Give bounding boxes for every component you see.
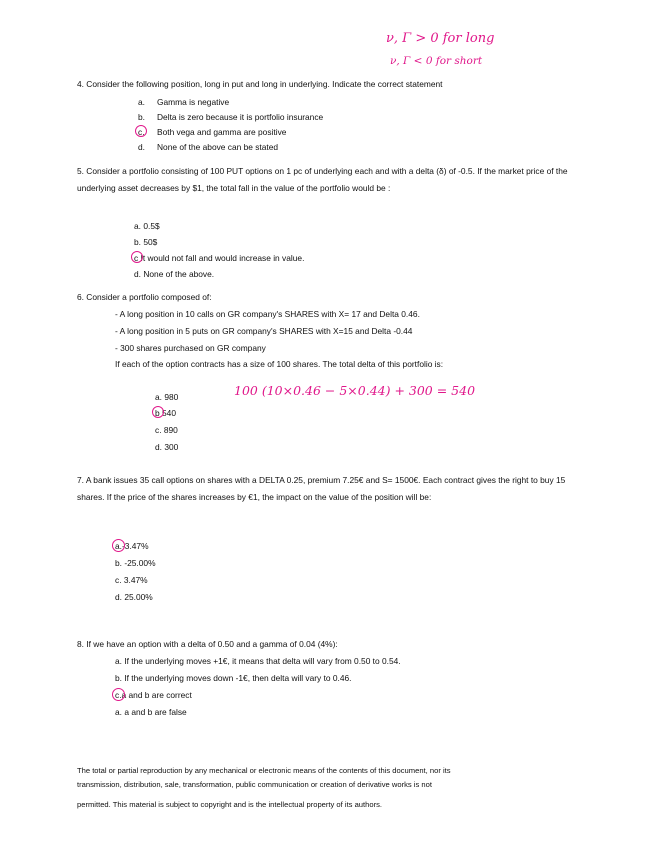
q5-option-a: a. 0.5$ [134, 221, 160, 231]
q4-option-d: d. [138, 142, 145, 152]
q6-option-b: b 540 [155, 407, 176, 419]
q4-option-c-text: Both vega and gamma are positive [157, 127, 287, 137]
answer-circle [135, 125, 147, 137]
q8-question: 8. If we have an option with a delta of 0.50 and a gamma of 0.04 (4%): [77, 639, 338, 649]
q7-option-a: a.-3.47% [115, 540, 149, 552]
q8-option-c: c.a and b are correct [115, 689, 192, 701]
q5-option-c: c It would not fall and would increase in value. [134, 252, 304, 264]
answer-circle [112, 688, 125, 701]
q6-item-3: - 300 shares purchased on GR company [115, 343, 266, 353]
q5-option-b: b. 50$ [134, 237, 158, 247]
q4-option-c: c. [138, 126, 145, 138]
q4-option-b-text: Delta is zero because it is portfolio insurance [157, 112, 324, 122]
q8-option-a: a. If the underlying moves +1€, it means that delta will vary from 0.50 to 0.54. [115, 656, 401, 666]
footer-line-3: permitted. This material is subject to copyright and is the intellectual property of its authors. [77, 800, 383, 809]
q4-option-a-text: Gamma is negative [157, 97, 230, 107]
q5-question: 5. Consider a portfolio consisting of 100 PUT options on 1 pc of underlying each and with a delta (δ) of -0.5. If the market price of the underlying asset decreases by $1, the total fall in the value of the portfolio would be : [77, 166, 568, 193]
q5-option-d: d. None of the above. [134, 269, 215, 279]
q6-option-c: c. 890 [155, 425, 178, 435]
q6-option-a: a. 980 [155, 392, 179, 402]
q7-option-c: c. 3.47% [115, 575, 148, 585]
q4-question: 4. Consider the following position, long in put and long in underlying. Indicate the correct statement [77, 79, 443, 89]
answer-circle [152, 406, 164, 418]
q8-option-b: b. If the underlying moves down -1€, then delta will vary to 0.46. [115, 673, 352, 683]
copyright-footer [77, 763, 582, 814]
annotation-long: ν, Γ > 0 for long [386, 31, 495, 46]
q6-item-1: - A long position in 10 calls on GR company's SHARES with X= 17 and Delta 0.46. [115, 309, 420, 319]
q6-prompt: If each of the option contracts has a size of 100 shares. The total delta of this portfolio is: [115, 359, 444, 369]
footer-line-1: The total or partial reproduction by any mechanical or electronic means of the contents of this document, nor its [77, 766, 451, 775]
annotation-short: ν, Γ < 0 for short [390, 55, 483, 67]
q4-option-a: a. [138, 97, 145, 107]
q4-option-b: b. [138, 112, 145, 122]
q7-option-d: d. 25.00% [115, 592, 153, 602]
q6-handwritten-calculation: 100 (10×0.46 − 5×0.44) + 300 = 540 [234, 383, 476, 398]
footer-line-2: transmission, distribution, sale, transformation, public communication or creation of derivative works is not [77, 779, 432, 789]
q7-option-b: b. -25.00% [115, 558, 156, 568]
q6-option-d: d. 300 [155, 442, 179, 452]
answer-circle [112, 539, 125, 552]
q4-option-d-text: None of the above can be stated [157, 142, 279, 152]
q8-option-d: a. a and b are false [115, 707, 187, 717]
q7-question: 7. A bank issues 35 call options on shares with a DELTA 0.25, premium 7.25€ and S= 1500€. Each contract gives the right to buy 15 shares. If the price of the shares increases by €1, the impact on the value of the position will be: [77, 475, 566, 502]
answer-circle [131, 251, 143, 263]
q6-question: 6. Consider a portfolio composed of: [77, 292, 212, 302]
q6-item-2: - A long position in 5 puts on GR company's SHARES with X=15 and Delta -0.44 [115, 326, 413, 336]
